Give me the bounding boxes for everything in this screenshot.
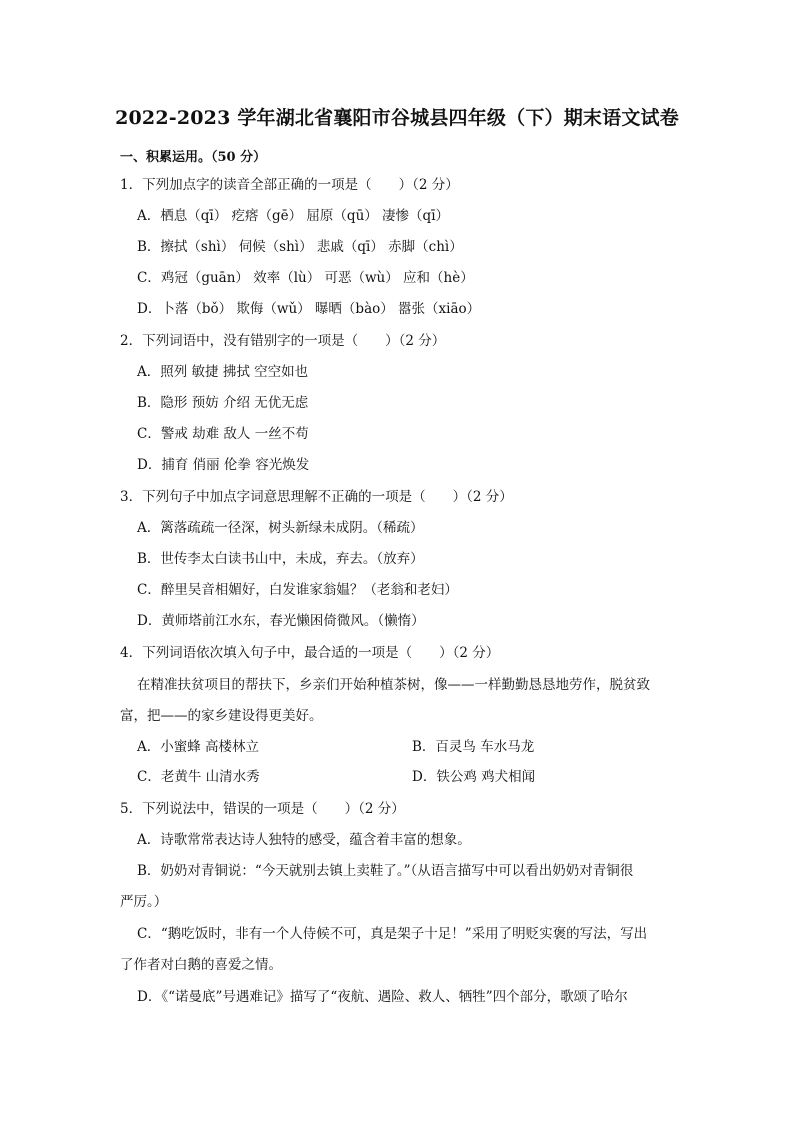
question-5-option-c-line-2: 了作者对白鹅的喜爱之情。 [120,957,282,973]
question-5-option-d-line-1: D．《“诺曼底”号遇难记》描写了“夜航、遇险、救人、牺牲”四个部分，歌颂了哈尔 [137,989,628,1005]
question-3-stem: 3．下列句子中加点字词意思理解不正确的一项是（ ）（2 分） [120,489,513,505]
question-1-stem: 1．下列加点字的读音全部正确的一项是（ ）（2 分） [120,177,459,193]
question-1-option-a: A．栖息（qī） 疙瘩（gē） 屈原（qū） 凄惨（qī） [137,208,450,224]
question-5-option-a: A．诗歌常常表达诗人独特的感受，蕴含着丰富的想象。 [137,832,471,848]
question-3-option-d: D．黄师塔前江水东，春光懒困倚微风。（懒惰） [137,613,425,629]
question-2-option-a: A．照列 敏捷 拂拭 空空如也 [137,364,309,380]
question-3-option-a: A．篱落疏疏一径深，树头新绿未成阴。（稀疏） [137,520,424,536]
question-4-option-a: A．小蜜蜂 高楼林立 [137,739,260,755]
question-1-option-c: C．鸡冠（guān） 效率（lù） 可恶（wù） 应和（hè） [137,270,474,286]
question-5-option-b-line-2: 严厉。） [120,894,168,910]
question-5-option-c-line-1: C．“鹅吃饭时，非有一个人侍候不可，真是架子十足！”采用了明贬实褒的写法，写出 [137,926,648,942]
question-4-option-d: D．铁公鸡 鸡犬相闻 [412,769,536,785]
question-1-option-d: D．卜落（bǒ） 欺侮（wǔ） 曝晒（bào） 嚣张（xiāo） [137,301,481,317]
question-4-option-b: B．百灵鸟 车水马龙 [412,739,535,755]
question-5-option-b-line-1: B．奶奶对青铜说：“今天就别去镇上卖鞋了。”（从语言描写中可以看出奶奶对青铜很 [137,863,634,879]
question-5-stem: 5．下列说法中，错误的一项是（ ）（2 分） [120,801,405,817]
question-2-stem: 2．下列词语中，没有错别字的一项是（ ）（2 分） [120,333,446,349]
question-3-option-b: B．世传李太白读书山中，未成，弃去。（放弃） [137,551,424,567]
question-2-option-c: C．警戒 劫难 敌人 一丝不苟 [137,426,309,442]
question-2-option-d: D．捕育 俏丽 伦拳 容光焕发 [137,457,310,473]
section-heading: 一、积累运用。（50 分） [120,150,267,165]
question-4-passage-line-1: 在精准扶贫项目的帮扶下，乡亲们开始种植茶树，像——一样勤勤恳恳地劳作，脱贫致 [137,677,650,693]
question-3-option-c: C．醉里吴音相媚好，白发谁家翁媪？（老翁和老妇） [137,582,458,598]
question-2-option-b: B．隐形 预妨 介绍 无优无虑 [137,395,309,411]
question-4-stem: 4．下列词语依次填入句子中，最合适的一项是（ ）（2 分） [120,645,500,661]
question-4-passage-line-2: 富，把——的家乡建设得更美好。 [120,708,323,724]
question-4-option-c: C．老黄牛 山清水秀 [137,769,260,785]
exam-title: 2022-2023 学年湖北省襄阳市谷城县四年级（下）期末语文试卷 [115,107,679,129]
question-1-option-b: B．擦拭（shì） 伺候（shì） 悲戚（qī） 赤脚（chì） [137,239,463,255]
